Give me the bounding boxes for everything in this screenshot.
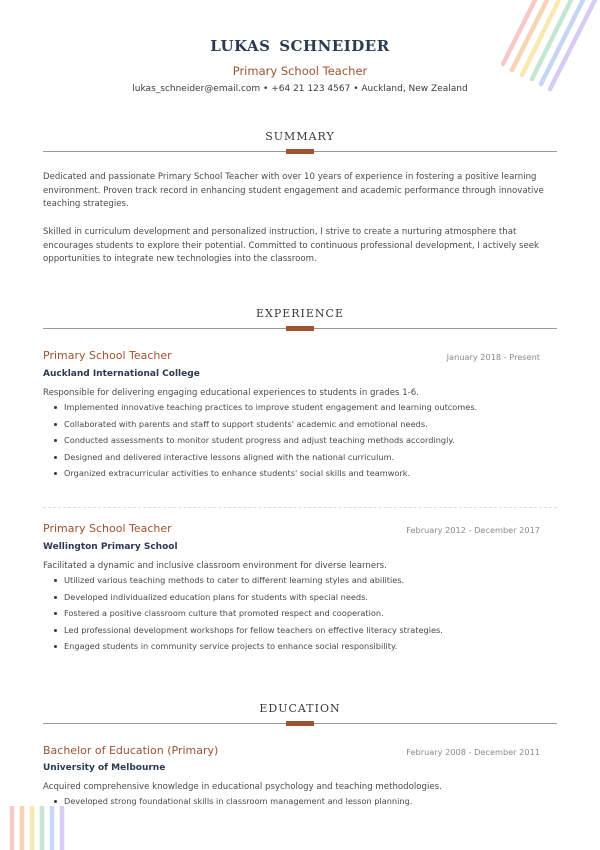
employer-name: Wellington Primary School	[43, 542, 178, 552]
bullet-icon	[54, 596, 57, 599]
job-description: Facilitated a dynamic and inclusive classroom environment for diverse learners.	[43, 561, 387, 571]
list-item	[43, 451, 557, 468]
bullet-text: Designed and delivered interactive lessons aligned with the national curriculum.	[64, 451, 395, 462]
bullet-icon	[54, 456, 57, 459]
job-bullet-list	[43, 401, 557, 484]
education-dates: February 2008 - December 2011	[406, 747, 540, 757]
summary-paragraph: Dedicated and passionate Primary School Teacher with over 10 years of experience in fostering a positive learning environment. Proven track record in enhancing student engagement and academic performance through innovative teaching strategies.	[43, 172, 544, 209]
bullet-icon	[54, 579, 57, 582]
bullet-icon	[54, 439, 57, 442]
degree-title: Bachelor of Education (Primary)	[43, 744, 219, 757]
education-description: Acquired comprehensive knowledge in educational psychology and teaching methodologies.	[43, 782, 442, 792]
bullet-icon	[54, 645, 57, 648]
bullet-text: Developed individualized education plans for students with special needs.	[64, 591, 368, 602]
education-section-header	[43, 702, 557, 732]
bullet-text: Utilized various teaching methods to cater to different learning styles and abilities.	[64, 575, 405, 585]
list-item	[43, 591, 557, 608]
bullet-text: Fostered a positive classroom culture that promoted respect and cooperation.	[64, 608, 384, 619]
section-title: SUMMARY	[265, 130, 335, 143]
list-item	[43, 401, 557, 418]
contact-line: lukas_schneider@email.com • +64 21 123 4567 • Auckland, New Zealand	[132, 84, 468, 94]
job-title: Primary School Teacher	[43, 522, 172, 535]
section-accent-bar	[286, 721, 314, 726]
bullet-icon	[54, 800, 57, 803]
experience-section-header	[43, 307, 557, 337]
bullet-text: Collaborated with parents and staff to support students' academic and emotional needs.	[64, 418, 428, 429]
summary-section-header	[43, 130, 557, 160]
bullet-icon	[54, 472, 57, 475]
bullet-text: Developed strong foundational skills in classroom management and lesson planning.	[64, 796, 413, 806]
job-dates: January 2018 - Present	[446, 352, 540, 362]
list-item	[43, 467, 557, 484]
bullet-icon	[54, 423, 57, 426]
job-title: Primary School Teacher	[43, 349, 172, 362]
candidate-title: Primary School Teacher	[232, 64, 368, 78]
section-title: EDUCATION	[259, 702, 341, 715]
list-item	[43, 574, 557, 591]
bullet-text: Engaged students in community service projects to enhance social responsibility.	[64, 641, 398, 652]
section-accent-bar	[286, 326, 314, 331]
entry-separator	[43, 507, 557, 508]
bullet-icon	[54, 406, 57, 409]
list-item	[43, 607, 557, 624]
summary-paragraph: Skilled in curriculum development and personalized instruction, I strive to create a nurturing atmosphere that encourages students to explore their potential. Committed to continuous professional development, I actively seek opportunities to integrate new technologies into the classroom.	[43, 227, 539, 264]
section-accent-bar	[286, 149, 314, 154]
institution-name: University of Melbourne	[43, 763, 166, 773]
list-item	[43, 795, 557, 812]
section-title: EXPERIENCE	[255, 307, 345, 320]
bullet-text: Organized extracurricular activities to enhance students' social skills and teamwork.	[64, 468, 411, 479]
job-dates: February 2012 - December 2017	[406, 525, 540, 535]
candidate-name: LUKAS SCHNEIDER	[210, 37, 390, 55]
job-description: Responsible for delivering engaging educational experiences to students in grades 1-6.	[43, 388, 419, 398]
list-item	[43, 640, 557, 657]
list-item	[43, 624, 557, 641]
education-bullet-list	[43, 795, 557, 812]
bullet-text: Conducted assessments to monitor student progress and adjust teaching methods accordingly.	[64, 435, 455, 446]
bullet-icon	[54, 629, 57, 632]
bullet-text: Led professional development workshops for fellow teachers on effective literacy strategies.	[64, 624, 443, 635]
employer-name: Auckland International College	[43, 369, 200, 379]
job-bullet-list	[43, 574, 557, 657]
list-item	[43, 418, 557, 435]
bullet-icon	[54, 612, 57, 615]
list-item	[43, 434, 557, 451]
bullet-text: Implemented innovative teaching practices to improve student engagement and learning outcomes.	[64, 402, 478, 412]
